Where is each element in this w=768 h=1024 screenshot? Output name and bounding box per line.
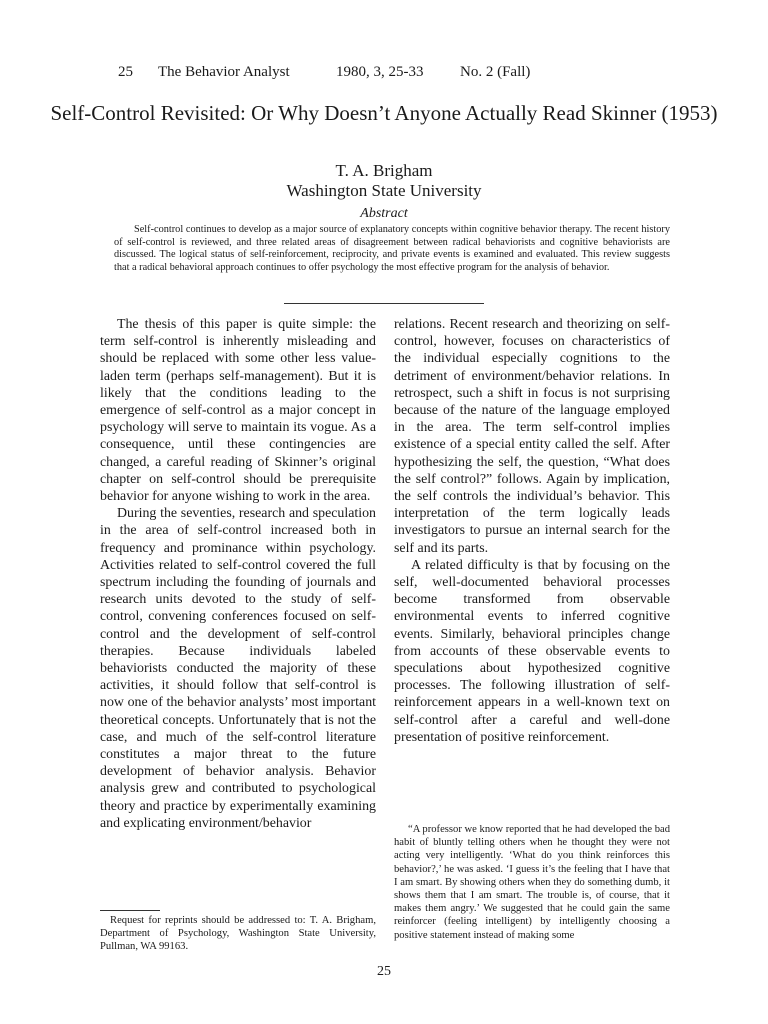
article-title: Self-Control Revisited: Or Why Doesn’t Anyone Actually Read Skinner (1953) bbox=[50, 101, 718, 125]
section-divider bbox=[284, 303, 484, 304]
running-head-page-number: 25 bbox=[118, 64, 133, 80]
author-name: T. A. Brigham bbox=[335, 161, 433, 180]
footnote-divider bbox=[100, 910, 160, 911]
abstract-heading: Abstract bbox=[360, 206, 408, 221]
author-affiliation: Washington State University bbox=[286, 181, 482, 200]
reprint-footnote: Request for reprints should be addressed to: T. A. Brigham, Department of Psychology, Washington State University, Pullman, WA 99163. bbox=[100, 915, 376, 952]
page-number: 25 bbox=[377, 964, 391, 979]
body-paragraph: relations. Recent research and theorizing on self-control, however, focuses on characteristics of the individual especially cognitions to the detriment of environment/behavior relations. In retrospect, such a shift in focus is not surprising because of the nature of the language employed in the area. The term self-control implies existence of a special entity called the self. After hypothesizing the self, the question, “What does the self control?” follows. Again by implication, the self controls the individual’s behavior. This interpretation of the term logically leads investigators to pursue an internal search for the self and its parts. bbox=[394, 317, 670, 556]
running-head-issue: No. 2 (Fall) bbox=[460, 64, 531, 80]
running-head bbox=[118, 64, 530, 81]
body-paragraph: A related difficulty is that by focusing on the self, well-documented behavioral processes become transformed from observable environmental events to inferred cognitive events. Similarly, behavioral principles change from accounts of these observable events to speculations about hypothesized cognitive processes. The following illustration of self-reinforcement appears in a well-known text on self-control after a careful and well-done presentation of positive reinforcement. bbox=[394, 557, 670, 745]
right-column bbox=[394, 316, 670, 746]
body-paragraph: The thesis of this paper is quite simple: the term self-control is inherently misleading and should be replaced with some other less value-laden term (perhaps self-management). But it is likely that the conditions leading to the emergence of self-control as a major concept in psychology will serve to maintain its vogue. As a consequence, until these contingencies are changed, a careful reading of Skinner’s original chapter on self-control should be prerequisite behavior for anyone wishing to work in the area. bbox=[100, 317, 376, 505]
running-head-journal: The Behavior Analyst bbox=[158, 64, 290, 80]
left-column bbox=[100, 316, 376, 832]
block-quote: “A professor we know reported that he had developed the bad habit of bluntly telling others when he thought they were not acting very intelligently. ‘What do you think reinforces this behavior?,’ he was asked. ‘I guess it’s the feeling that I have that I am smart. By showing others when they do something dumb, it shows them that I am smart. The trouble is, of course, that it makes them angry.’ We suggested that he could gain the same reinforcer (feeling intelligent) by intelligently choosing a positive statement instead of making some bbox=[394, 824, 670, 941]
running-head-volume: 1980, 3, 25-33 bbox=[336, 64, 424, 80]
abstract-text: Self-control continues to develop as a major source of explanatory concepts within cognitive behavior therapy. The recent history of self-control is reviewed, and three related areas of disagreement between radical behaviorists and cognitive behaviorists are discussed. The logical status of self-reinforcement, reciprocity, and private events is examined and evaluated. This review suggests that a radical behavioral approach continues to offer psychology the most effective program for the analysis of behavior. bbox=[114, 224, 670, 274]
body-paragraph: During the seventies, research and speculation in the area of self-control increased both in frequency and prominance within psychology. Activities related to self-control covered the full spectrum including the founding of journals and research units devoted to the study of self-control, convening conferences focused on self-control and the development of self-control therapies. Because individuals labeled behaviorists conducted the majority of these activities, it should follow that self-control is now one of the behavior analysts’ most important theoretical concepts. Unfortunately that is not the case, and much of the self-control literature constitutes a major threat to the future development of behavior analysis. Behavior analysis grew and contributed to psychological theory and practice by experimentally examining and explicating environment/behavior bbox=[100, 506, 376, 831]
